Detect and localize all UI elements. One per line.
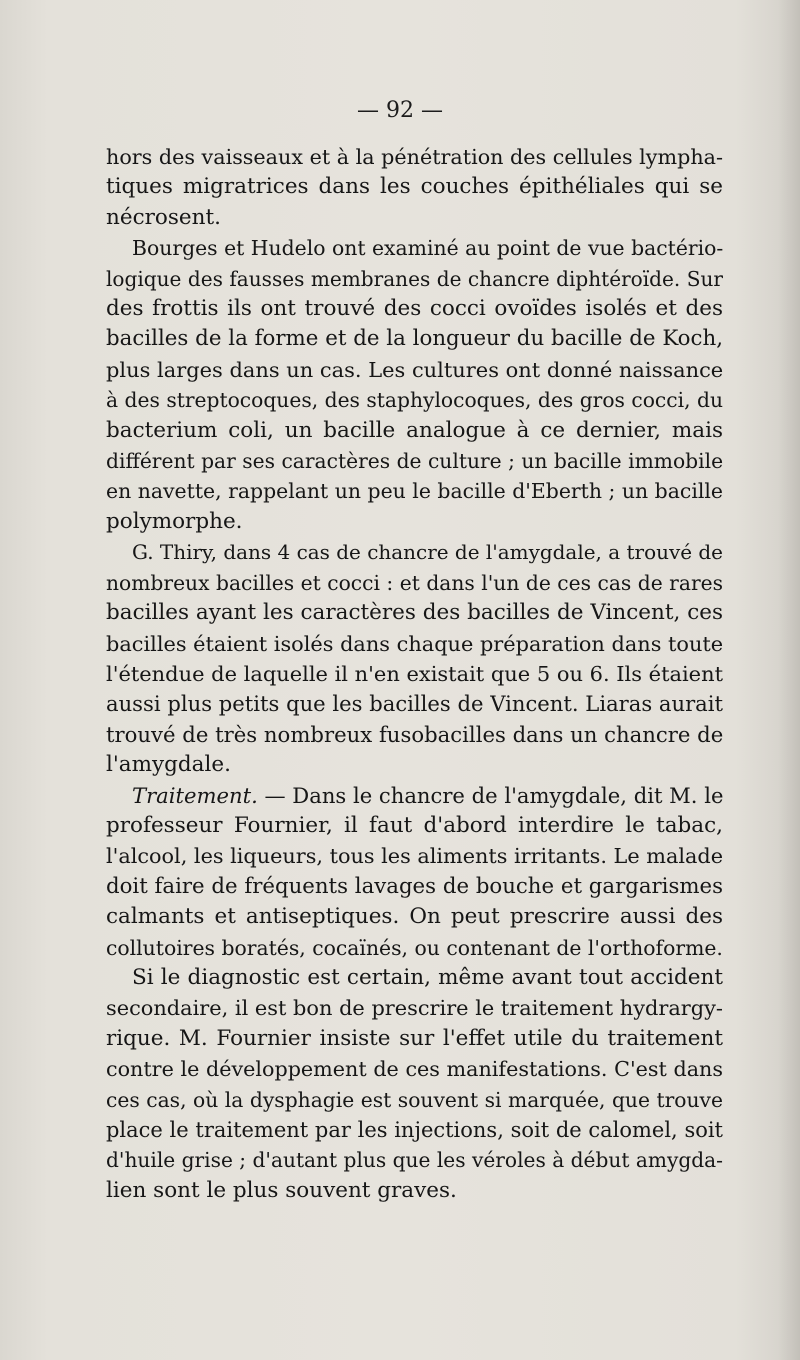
text-line: nécrosent. xyxy=(106,204,221,230)
page-number: — 92 — xyxy=(357,98,443,123)
text-line: tiques migratrices dans les couches épithéliales qui se xyxy=(106,174,723,200)
paragraph-3 xyxy=(106,537,723,780)
text-line: bacilles étaient isolés dans chaque préparation dans toute xyxy=(106,631,724,656)
section-heading: Traitement. xyxy=(132,782,258,808)
paragraph-4 xyxy=(106,781,723,963)
text-line: bacilles ayant les caractères des bacilles de Vincent, ces xyxy=(106,600,723,626)
text-line: Si le diagnostic est certain, même avant tout accident xyxy=(132,964,723,990)
text-line: bacilles de la forme et de la longueur du bacille de Koch, xyxy=(106,326,723,352)
text-line: aussi plus petits que les bacilles de Vincent. Liaras aurait xyxy=(106,691,723,717)
text-line: nombreux bacilles et cocci : et dans l'un de ces cas de rares xyxy=(106,570,723,595)
text-line: polymorphe. xyxy=(106,508,243,534)
text-line: l'alcool, les liqueurs, tous les aliments irritants. Le malade xyxy=(106,844,723,869)
text-line: contre le développement de ces manifestations. C'est dans xyxy=(106,1057,723,1082)
text-line: collutoires boratés, cocaïnés, ou contenant de l'orthoforme. xyxy=(106,935,723,960)
text-line: en navette, rappelant un peu le bacille d'Eberth ; un bacille xyxy=(106,479,723,504)
paragraph-5 xyxy=(106,963,723,1206)
text-line: ces cas, où la dysphagie est souvent si marquée, que trouve xyxy=(106,1087,723,1112)
text-fragment: — Dans le chancre de l'amygdale, dit M. le xyxy=(257,782,724,808)
text-line: l'amygdale. xyxy=(106,752,231,778)
text-line: l'étendue de laquelle il n'en existait que 5 ou 6. Ils étaient xyxy=(106,661,723,686)
text-line: doit faire de fréquents lavages de bouche et gargarismes xyxy=(106,873,723,899)
text-line: secondaire, il est bon de prescrire le traitement hydrargy- xyxy=(106,996,723,1021)
text-line-with-heading xyxy=(106,781,723,811)
text-line: plus larges dans un cas. Les cultures ont donné naissance xyxy=(106,357,724,382)
text-line: G. Thiry, dans 4 cas de chancre de l'amygdale, a trouvé de xyxy=(132,540,723,565)
text-line: professeur Fournier, il faut d'abord interdire le tabac, xyxy=(106,812,723,838)
text-line: calmants et antiseptiques. On peut prescrire aussi des xyxy=(106,904,723,930)
text-line: trouvé de très nombreux fusobacilles dans un chancre de xyxy=(106,721,724,747)
paragraph-2 xyxy=(106,233,723,537)
text-line: logique des fausses membranes de chancre diphtéroïde. Sur xyxy=(106,266,723,291)
text-line: rique. M. Fournier insiste sur l'effet utile du traitement xyxy=(106,1025,723,1051)
page-edge-shadow xyxy=(778,0,800,1360)
text-line: bacterium coli, un bacille analogue à ce dernier, mais xyxy=(106,417,723,443)
text-line: Bourges et Hudelo ont examiné au point de vue bactério- xyxy=(132,236,724,261)
text-line: à des streptocoques, des staphylocoques, des gros cocci, du xyxy=(106,388,723,413)
text-line: hors des vaisseaux et à la pénétration des cellules lympha- xyxy=(106,145,723,169)
body-text xyxy=(106,142,723,1206)
text-line: d'huile grise ; d'autant plus que les véroles à début amygda- xyxy=(106,1148,723,1173)
text-line: lien sont le plus souvent graves. xyxy=(106,1177,457,1203)
paragraph-1 xyxy=(106,142,723,233)
text-line: différent par ses caractères de culture ; un bacille immobile xyxy=(106,449,724,474)
text-line: place le traitement par les injections, soit de calomel, soit xyxy=(106,1118,723,1142)
text-line: des frottis ils ont trouvé des cocci ovoïdes isolés et des xyxy=(106,296,723,322)
